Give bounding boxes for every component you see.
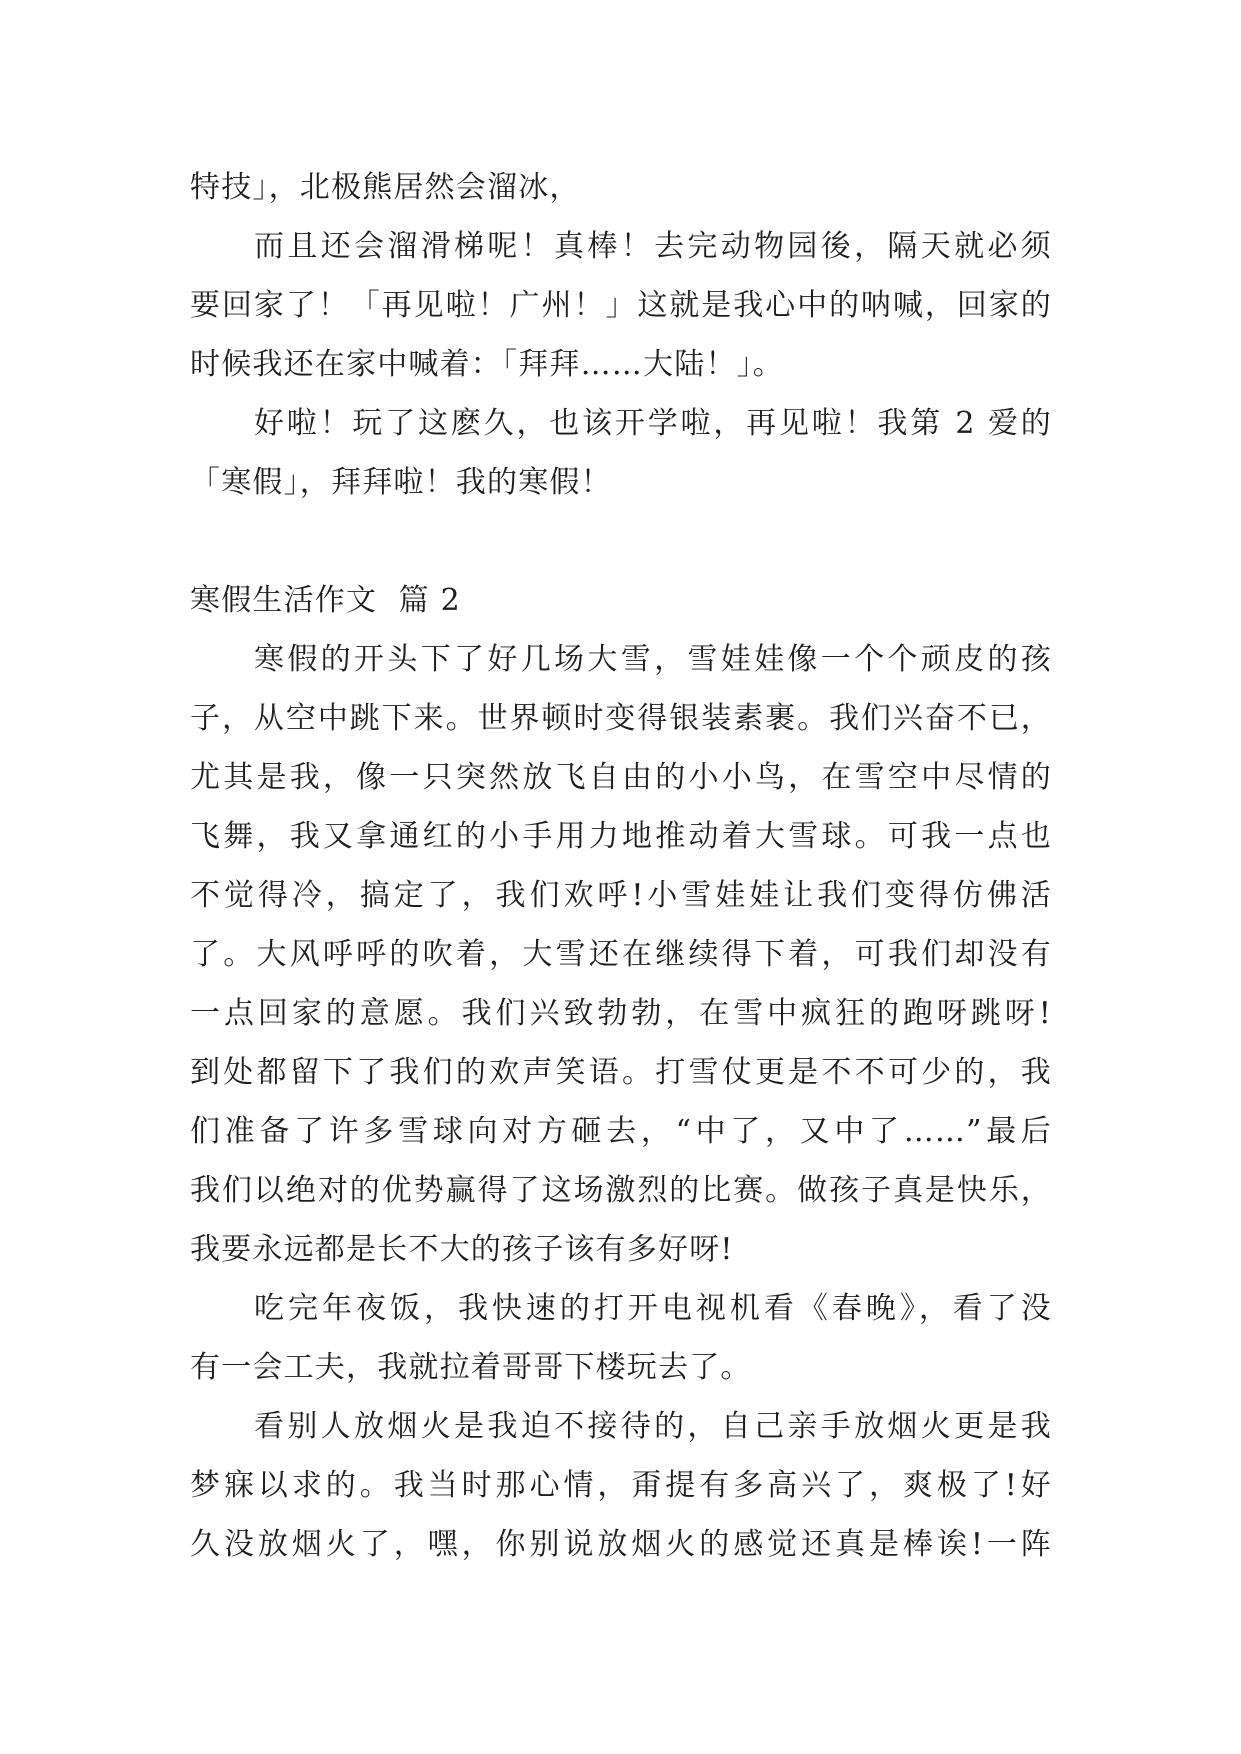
text-line: 寒假的开头下了好几场大雪，雪娃娃像一个个顽皮的孩 [254, 642, 1052, 677]
text-line: 一点回家的意愿。我们兴致勃勃，在雪中疯狂的跑呀跳呀! [190, 996, 1052, 1031]
text-line: 梦寐以求的。我当时那心情，甭提有多高兴了，爽极了!好 [190, 1468, 1052, 1503]
text-line: 「寒假」，拜拜啦！我的寒假！ [190, 465, 612, 500]
text-line: 尤其是我，像一只突然放飞自由的小小鸟，在雪空中尽情的 [190, 760, 1052, 795]
text-line: 子，从空中跳下来。世界顿时变得银装素裹。我们兴奋不已， [190, 701, 1052, 736]
text-line: 久没放烟火了，嘿，你别说放烟火的感觉还真是棒诶!一阵 [190, 1527, 1052, 1562]
text-line: 到处都留下了我们的欢声笑语。打雪仗更是不不可少的，我 [190, 1055, 1052, 1090]
text-line: 好啦！玩了这麽久，也该开学啦，再见啦！我第 2 爱的 [254, 406, 1052, 441]
paragraph-gap [190, 512, 1052, 571]
text-line: 飞舞，我又拿通红的小手用力地推动着大雪球。可我一点也 [190, 819, 1052, 854]
text-line: 们准备了许多雪球向对方砸去，“中了，又中了……”最后 [190, 1114, 1052, 1149]
section-title: 寒假生活作文 篇 2 [190, 583, 461, 618]
text-line: 我们以绝对的优势赢得了这场激烈的比赛。做孩子真是快乐， [190, 1173, 1052, 1208]
text-line: 而且还会溜滑梯呢！真棒！去完动物园後，隔天就必须 [254, 229, 1052, 264]
document-body [190, 158, 1052, 1574]
text-line: 特技」，北极熊居然会溜冰， [190, 170, 581, 205]
text-line: 吃完年夜饭，我快速的打开电视机看《春晚》，看了没 [254, 1291, 1052, 1326]
text-line: 了。大风呼呼的吹着，大雪还在继续得下着，可我们却没有 [190, 937, 1052, 972]
text-line: 不觉得冷，搞定了，我们欢呼!小雪娃娃让我们变得仿佛活 [190, 878, 1052, 913]
text-line: 我要永远都是长不大的孩子该有多好呀! [190, 1232, 734, 1267]
text-line: 要回家了！「再见啦！广州！」这就是我心中的呐喊，回家的 [190, 288, 1052, 323]
text-line: 看别人放烟火是我迫不接待的，自己亲手放烟火更是我 [254, 1409, 1052, 1444]
text-line: 时候我还在家中喊着：「拜拜……大陆！」。 [190, 347, 784, 382]
text-line: 有一会工夫，我就拉着哥哥下楼玩去了。 [190, 1350, 752, 1385]
